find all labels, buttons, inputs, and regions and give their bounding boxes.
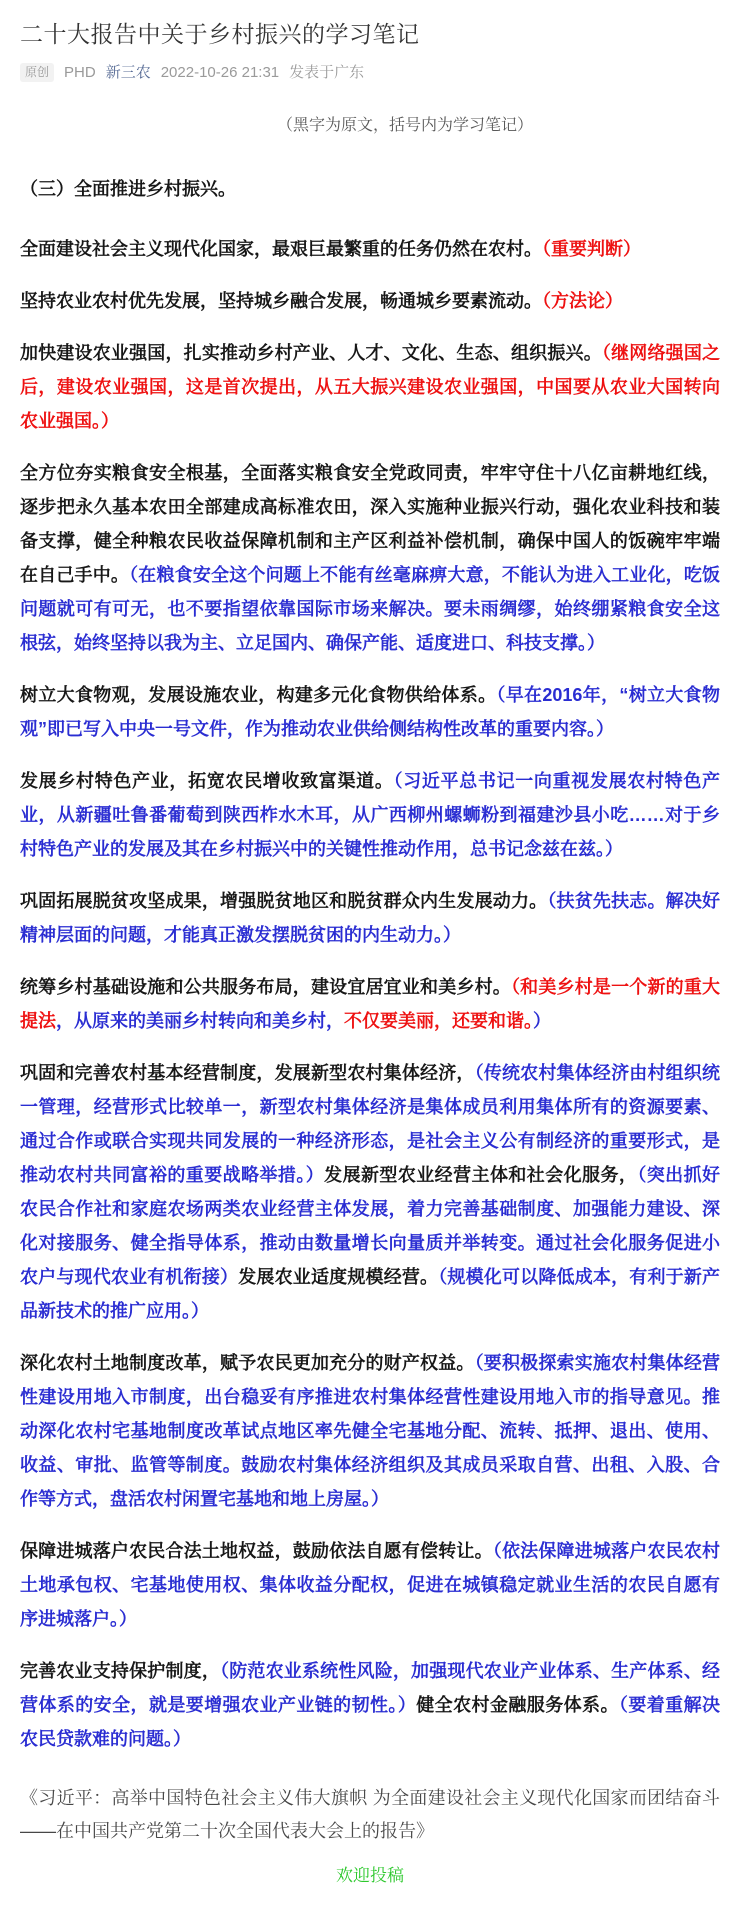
publish-time: 2022-10-26 21:31 <box>160 64 280 81</box>
study-note: （规模化可以降低成本，有利于新产品新技术的推广应用。） <box>20 1267 721 1321</box>
author-name: PHD <box>64 64 96 81</box>
study-note: （和美乡村是一个新的重大提法 <box>20 977 721 1031</box>
study-note: （传统农村集体经济由村组织统一管理，经营形式比较单一，新型农村集体经济是集体成员利用集体所有的资源要素、通过合作或联合实现共同发展的一种经济形态，是社会主义公有制经济的重要形式，是推动农村共同富裕的重要战略举措。） <box>20 1063 721 1185</box>
original-text: 巩固和完善农村基本经营制度，发展新型农村集体经济， <box>20 1063 475 1083</box>
study-note: （早在2016年，“树立大食物观”即已写入中央一号文件，作为推动农业供给侧结构性改革的重要内容。） <box>20 685 721 739</box>
original-text: 加快建设农业强国，扎实推动乡村产业、人才、文化、生态、组织振兴。 <box>20 343 602 363</box>
article-title: 二十大报告中关于乡村振兴的学习笔记 <box>20 21 420 47</box>
original-text: 坚持农业农村优先发展，坚持城乡融合发展，畅通城乡要素流动。 <box>20 291 542 311</box>
article-paragraph <box>20 284 720 318</box>
original-text: 发展农业适度规模经营。 <box>238 1267 439 1287</box>
article-paragraph <box>20 1346 720 1516</box>
study-note: （习近平总书记一向重视发展农村特色产业，从新疆吐鲁番葡萄到陕西柞水木耳，从广西柳州螺蛳粉到福建沙县小吃……对于乡村特色产业的发展及其在乡村振兴中的关键性推动作用，总书记念兹在兹。） <box>20 771 721 859</box>
original-text: 保障进城落户农民合法土地权益，鼓励依法自愿有偿转让。 <box>20 1541 493 1561</box>
study-note: （扶贫先扶志。解决好精神层面的问题，才能真正激发摆脱贫困的内生动力。） <box>20 891 721 945</box>
article-paragraph <box>20 764 720 866</box>
article-paragraph <box>20 1534 720 1636</box>
article-paragraph <box>20 678 720 746</box>
study-note: （依法保障进城落户农民农村土地承包权、宅基地使用权、集体收益分配权，促进在城镇稳定就业生活的农民自愿有序进城落户。） <box>20 1541 721 1629</box>
study-note: （在粮食安全这个问题上不能有丝毫麻痹大意，不能认为进入工业化，吃饭问题就可有可无，也不要指望依靠国际市场来解决。要未雨绸缪，始终绷紧粮食安全这根弦，始终坚持以我为主、立足国内、确保产能、适度进口、科技支撑。） <box>20 565 721 653</box>
study-note: （要着重解决农民贷款难的问题。） <box>20 1695 721 1749</box>
original-text: 发展新型农业经营主体和社会化服务， <box>324 1165 638 1185</box>
original-text: 完善农业支持保护制度， <box>20 1661 221 1681</box>
study-note: （继网络强国之后，建设农业强国，这是首次提出，从五大振兴建设农业强国，中国要从农业大国转向农业强国。） <box>20 343 721 431</box>
legend-note: （黑字为原文，括号内为学习笔记） <box>276 117 533 134</box>
article-paragraph <box>20 232 720 266</box>
study-note: （防范农业系统性风险，加强现代农业产业体系、生产体系、经营体系的安全，就是要增强农业产业链的韧性。） <box>20 1661 721 1715</box>
account-link[interactable]: 新三农 <box>105 64 151 81</box>
original-text: 健全农村金融服务体系。 <box>416 1695 619 1715</box>
original-text: 发展乡村特色产业，拓宽农民增收致富渠道。 <box>20 771 394 791</box>
original-text: 全面建设社会主义现代化国家，最艰巨最繁重的任务仍然在农村。 <box>20 239 542 259</box>
source-citation: 《习近平：高举中国特色社会主义伟大旗帜 为全面建设社会主义现代化国家而团结奋斗——在中国共产党第二十次全国代表大会上的报告》 <box>20 1788 720 1841</box>
study-note: 不仅要美丽，还要和谐。 <box>344 1011 533 1031</box>
original-text: 树立大食物观，发展设施农业，构建多元化食物供给体系。 <box>20 685 497 705</box>
article-paragraph <box>20 1056 720 1328</box>
original-text: 深化农村土地制度改革，赋予农民更加充分的财产权益。 <box>20 1353 475 1373</box>
original-text: 全方位夯实粮食安全根基，全面落实粮食安全党政同责，牢牢守住十八亿亩耕地红线，逐步把永久基本农田全部建成高标准农田，深入实施种业振兴行动，强化农业科技和装备支撑，健全种粮农民收益保障机制和主产区利益补偿机制，确保中国人的饭碗牢牢端在自己手中。 <box>20 463 720 585</box>
study-note: ） <box>533 1011 551 1031</box>
submission-cta: 欢迎投稿 <box>336 1866 404 1885</box>
article-paragraph <box>20 1654 720 1756</box>
original-text: 巩固拓展脱贫攻坚成果，增强脱贫地区和脱贫群众内生发展动力。 <box>20 891 548 911</box>
article-paragraph <box>20 456 720 660</box>
study-note: （要积极探索实施农村集体经营性建设用地入市制度，出台稳妥有序推进农村集体经营性建设用地入市的指导意见。推动深化农村宅基地制度改革试点地区率先健全宅基地分配、流转、抵押、退出、使用、收益、审批、监管等制度。鼓励农村集体经济组织及其成员采取自营、出租、入股、合作等方式，盘活农村闲置宅基地和地上房屋。） <box>20 1353 721 1509</box>
study-note: ，从原来的美丽乡村转向和美乡村， <box>56 1011 344 1031</box>
publish-location: 发表于广东 <box>289 64 365 81</box>
study-note: （突出抓好农民合作社和家庭农场两类农业经营主体发展，着力完善基础制度、加强能力建设、深化对接服务、健全指导体系，推动由数量增长向量质并举转变。通过社会化服务促进小农户与现代农业有机衔接） <box>20 1165 720 1287</box>
original-text: 统筹乡村基础设施和公共服务布局，建设宜居宜业和美乡村。 <box>20 977 511 997</box>
article-paragraph <box>20 970 720 1038</box>
study-note: （重要判断） <box>542 239 641 259</box>
article-meta <box>20 62 720 83</box>
article-paragraphs <box>20 232 720 1756</box>
article-paragraph <box>20 336 720 438</box>
article-paragraph <box>20 884 720 952</box>
section-heading: （三）全面推进乡村振兴。 <box>20 179 236 199</box>
study-note: （方法论） <box>542 291 623 311</box>
original-badge[interactable]: 原创 <box>20 63 54 82</box>
